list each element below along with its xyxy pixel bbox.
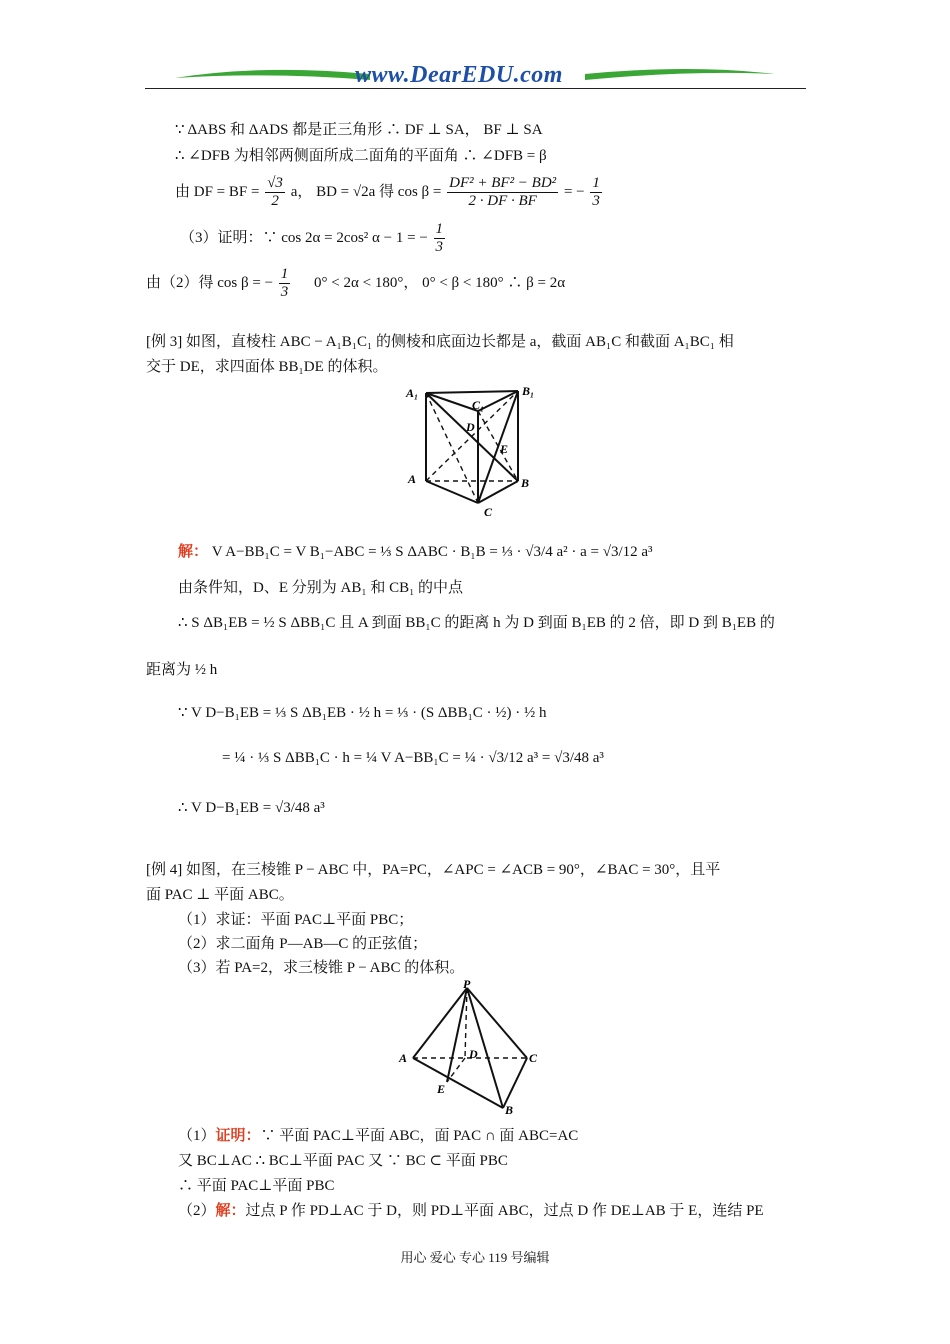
- frac-1-over-3: $\frac{1}{3}$: [592, 175, 600, 210]
- line-5-part-b: 0° < 2α < 180°， 0° < β < 180° ∴ β = 2α: [314, 275, 566, 291]
- line-3-part-a: 由 DF = BF =: [175, 184, 260, 200]
- solution-3-line-7: ∴ V D−B₁EB = √3/48 a³: [178, 800, 325, 816]
- solution-3-line-6: = ¼ · ⅓ S ΔBB₁C · h = ¼ V A−BB₁C = ¼ · √3/12 a³ = √3/48 a³: [222, 750, 604, 766]
- frac-sqrt3-over-2: $\frac{√3}{2}$: [267, 175, 283, 210]
- line-4-part-a: （3）证明：∵ cos 2α = 2cos² α − 1 = −: [180, 230, 428, 246]
- solution-3-line-3: ∴ S ΔB₁EB = ½ S ΔBB₁C 且 A 到面 BB₁C 的距离 h 为 D 到面 B₁EB 的 2 倍，即 D 到 B₁EB 的: [178, 615, 775, 631]
- example-3-line-1: [例 3] 如图，直棱柱 ABC − A₁B₁C₁ 的侧棱和底面边长都是 a，截面 AB₁C 和截面 A₁BC₁ 相: [146, 334, 734, 350]
- solution-3-line-1: [178, 528, 653, 576]
- example-4-question-1: （1）求证：平面 PAC⊥平面 PBC；: [178, 912, 414, 928]
- line-3-part-c: = −: [563, 184, 585, 200]
- fig2-label-A: A: [399, 1051, 408, 1065]
- example-3-line-2: 交于 DE，求四面体 BB₁DE 的体积。: [146, 359, 388, 375]
- site-logo-text: www.DearEDU.com: [355, 62, 563, 88]
- prism-figure: [400, 383, 550, 523]
- fig1-label-C: C: [484, 505, 493, 519]
- example-4-line-1: [例 4] 如图，在三棱锥 P − ABC 中，PA=PC，∠APC = ∠ACB = 90°，∠BAC = 30°，且平: [146, 862, 721, 878]
- frac-cos-beta: $\frac{\text{DF² + BF² − BD²}}{2 \cdot DF \cdot BF}$: [449, 175, 557, 210]
- fig1-label-D: D: [466, 420, 475, 434]
- header-logo[interactable]: [170, 60, 780, 90]
- proof-line-2: 又 BC⊥AC ∴ BC⊥平面 PAC 又 ∵ BC ⊂ 平面 PBC: [178, 1153, 508, 1169]
- fig2-label-P: P: [463, 980, 471, 991]
- fig1-label-A: A: [408, 472, 417, 486]
- line-5-part-a: 由（2）得 cos β = −: [146, 275, 274, 291]
- example-4-question-3: （3）若 PA=2，求三棱锥 P − ABC 的体积。: [178, 960, 465, 976]
- fig1-label-C1: C₁: [472, 398, 485, 412]
- page-footer: 用心 爱心 专心 119 号编辑: [400, 1250, 550, 1265]
- proof-1-prefix: （1）: [178, 1128, 216, 1144]
- line-2: ∴ ∠DFB 为相邻两侧面所成二面角的平面角 ∴ ∠DFB = β: [175, 148, 547, 164]
- fig2-label-D: D: [469, 1047, 478, 1061]
- fig1-label-B1: B₁: [522, 384, 535, 398]
- frac-1-over-3-c: $\frac{1}{3}$: [280, 266, 289, 301]
- proof-label: 证明：: [215, 1128, 261, 1144]
- proof-line-3: ∴ 平面 PAC⊥平面 PBC: [178, 1178, 335, 1194]
- frac-1-over-3-b: $\frac{1}{3}$: [435, 221, 444, 256]
- fig2-label-B: B: [505, 1103, 514, 1117]
- proof-4-text: 过点 P 作 PD⊥AC 于 D，则 PD⊥平面 ABC，过点 D 作 DE⊥AB 于 E，连结 PE: [245, 1203, 764, 1219]
- example-4-line-2: 面 PAC ⊥ 平面 ABC。: [146, 887, 294, 903]
- line-1: ∵ ΔABS 和 ΔADS 都是正三角形 ∴ DF ⊥ SA， BF ⊥ SA: [175, 122, 543, 138]
- solution-3-line-2: 由条件知，D、E 分别为 AB₁ 和 CB₁ 的中点: [178, 580, 464, 596]
- proof-line-4: [178, 1201, 764, 1221]
- line-5: [146, 261, 565, 305]
- solution-3-line-4: 距离为 ½ h: [146, 662, 218, 678]
- solution-3-volume: V A−BB₁C = V B₁−ABC = ⅓ S ΔABC · B₁B = ⅓ · √3/4 a² · a = √3/12 a³: [211, 544, 653, 560]
- line-3: [175, 170, 604, 214]
- proof-line-1: [178, 1126, 578, 1146]
- solution-label-2: 解：: [215, 1203, 246, 1219]
- fig1-label-B: B: [521, 476, 530, 490]
- proof-4-prefix: （2）: [178, 1203, 216, 1219]
- proof-1-text: ∵ 平面 PAC⊥平面 ABC，面 PAC ∩ 面 ABC=AC: [260, 1128, 579, 1144]
- example-4-question-2: （2）求二面角 P—AB—C 的正弦值；: [178, 936, 428, 952]
- fig2-label-E: E: [437, 1082, 446, 1096]
- fig2-label-C: C: [529, 1051, 538, 1065]
- pyramid-figure: [395, 980, 550, 1120]
- fig1-label-A1: A₁: [406, 386, 419, 400]
- line-4: [180, 216, 447, 260]
- header-rule: [145, 88, 806, 89]
- solution-3-line-5: ∵ V D−B₁EB = ⅓ S ΔB₁EB · ½ h = ⅓ · (S ΔBB₁C · ½) · ½ h: [178, 705, 547, 721]
- line-3-part-b: a， BD = √2a 得 cos β =: [290, 184, 442, 200]
- fig1-label-E: E: [500, 442, 509, 456]
- solution-label: 解：: [178, 544, 209, 560]
